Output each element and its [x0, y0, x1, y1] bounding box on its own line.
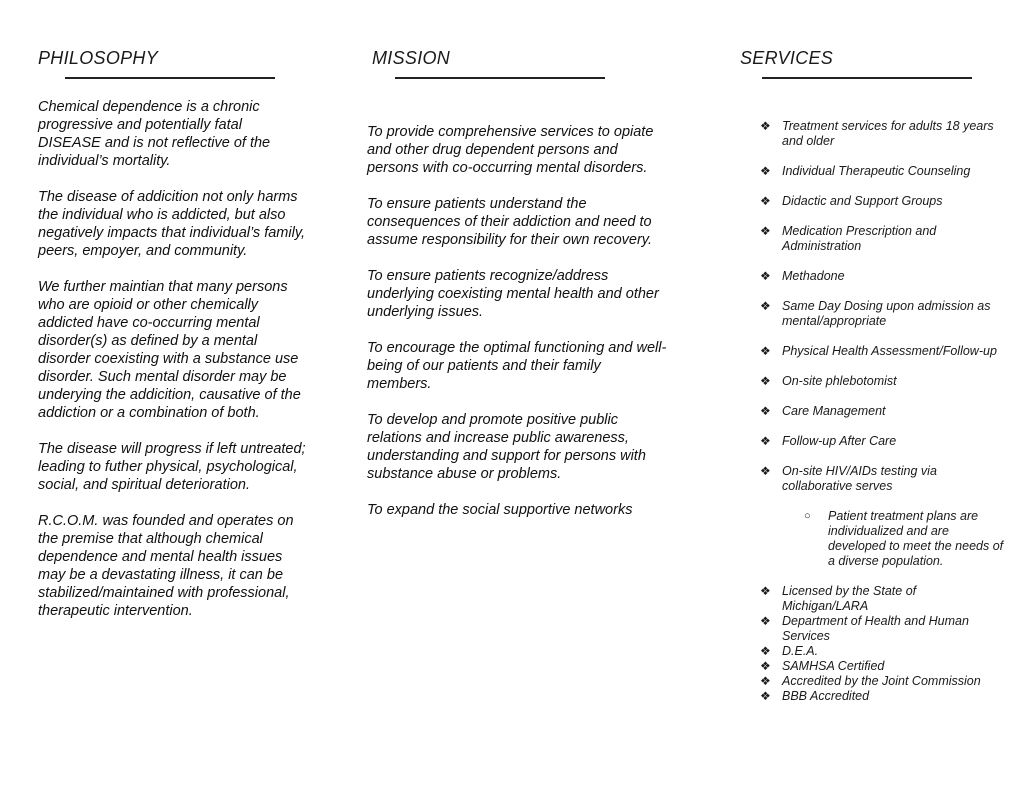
diamond-bullet-icon: ❖ [760, 404, 771, 418]
diamond-bullet-icon: ❖ [760, 584, 771, 598]
service-item: ❖ Methadone [760, 269, 845, 283]
license-item: ❖ Accredited by the Joint Commission [760, 674, 981, 688]
mission-paragraph: To provide comprehensive services to opiate and other drug dependent persons and persons with co-occurring mental disorders. [367, 124, 654, 176]
philosophy-heading: PHILOSOPHY [38, 48, 159, 68]
diamond-bullet-icon: ❖ [760, 344, 771, 358]
service-item: ❖ Didactic and Support Groups [760, 194, 943, 208]
service-item: ❖ Care Management [760, 404, 886, 418]
service-item: ❖ On-site phlebotomist [760, 374, 897, 388]
service-item: ❖ Treatment services for adults 18 years and older [760, 119, 994, 148]
services-list [760, 119, 1005, 704]
diamond-bullet-icon: ❖ [760, 194, 771, 208]
diamond-bullet-icon: ❖ [760, 644, 771, 658]
philosophy-paragraph: Chemical dependence is a chronic progressive and potentially fatal DISEASE and is not reflective of the individual’s mortality. [38, 99, 271, 169]
license-item: ❖ Department of Health and Human Services [760, 614, 969, 643]
service-item: ❖ Follow-up After Care [760, 434, 897, 448]
mission-divider [395, 77, 605, 79]
license-item: ❖ D.E.A. [760, 644, 819, 658]
diamond-bullet-icon: ❖ [760, 119, 771, 133]
mission-heading: MISSION [372, 48, 451, 68]
service-item: ❖ Individual Therapeutic Counseling [760, 164, 971, 178]
philosophy-paragraph: The disease will progress if left untreated; leading to futher physical, psychological, social, and spiritual deterioration. [38, 441, 306, 493]
service-sub-item: ○ Patient treatment plans are individualized and are developed to meet the needs of a diverse population. [804, 509, 1004, 568]
services-divider [762, 77, 972, 79]
mission-paragraph: To ensure patients understand the consequences of their addiction and need to assume responsibility for their own recovery. [367, 196, 653, 248]
diamond-bullet-icon: ❖ [760, 659, 771, 673]
diamond-bullet-icon: ❖ [760, 224, 771, 238]
mission-paragraph: To expand the social supportive networks [367, 502, 633, 518]
service-item: ❖ On-site HIV/AIDs testing via collaborative serves [760, 464, 937, 493]
philosophy-paragraph: The disease of addicition not only harms the individual who is addicted, but also negatively impacts that individual’s family, peers, empoyer, and community. [38, 189, 306, 259]
mission-paragraph: To ensure patients recognize/address underlying coexisting mental health and other underlying issues. [367, 268, 659, 320]
diamond-bullet-icon: ❖ [760, 689, 771, 703]
philosophy-divider [65, 77, 275, 79]
diamond-bullet-icon: ❖ [760, 299, 771, 313]
service-item: ❖ Medication Prescription and Administration [760, 224, 937, 253]
diamond-bullet-icon: ❖ [760, 434, 771, 448]
service-item: ❖ Physical Health Assessment/Follow-up [760, 344, 997, 358]
philosophy-body [38, 98, 306, 638]
philosophy-paragraph: R.C.O.M. was founded and operates on the premise that although chemical dependence and mental health issues may be a devastating illness, it can be stabilized/maintained with professional, therapeutic intervention. [38, 513, 294, 619]
service-item: ❖ Same Day Dosing upon admission as mental/appropriate [760, 299, 991, 328]
licenses-list [760, 584, 1005, 704]
mission-body [367, 123, 667, 537]
license-item: ❖ BBB Accredited [760, 689, 870, 703]
circle-bullet-icon: ○ [804, 510, 811, 522]
diamond-bullet-icon: ❖ [760, 614, 771, 628]
services-heading: SERVICES [740, 48, 834, 68]
license-item: ❖ SAMHSA Certified [760, 659, 885, 673]
diamond-bullet-icon: ❖ [760, 674, 771, 688]
diamond-bullet-icon: ❖ [760, 164, 771, 178]
mission-paragraph: To develop and promote positive public relations and increase public awareness, understanding and support for persons with substance abuse or problems. [367, 412, 646, 482]
license-item: ❖ Licensed by the State of Michigan/LARA [760, 584, 917, 613]
diamond-bullet-icon: ❖ [760, 374, 771, 388]
philosophy-paragraph: We further maintian that many persons who are opioid or other chemically addicted have co-occurring mental disorder(s) as defined by a mental disorder coexisting with a substance use disorder. Such mental disorder may be underying the addicition, causative of the addiction or a combination of both. [38, 279, 301, 421]
mission-paragraph: To encourage the optimal functioning and well-being of our patients and their family members. [367, 340, 667, 392]
diamond-bullet-icon: ❖ [760, 269, 771, 283]
diamond-bullet-icon: ❖ [760, 464, 771, 478]
